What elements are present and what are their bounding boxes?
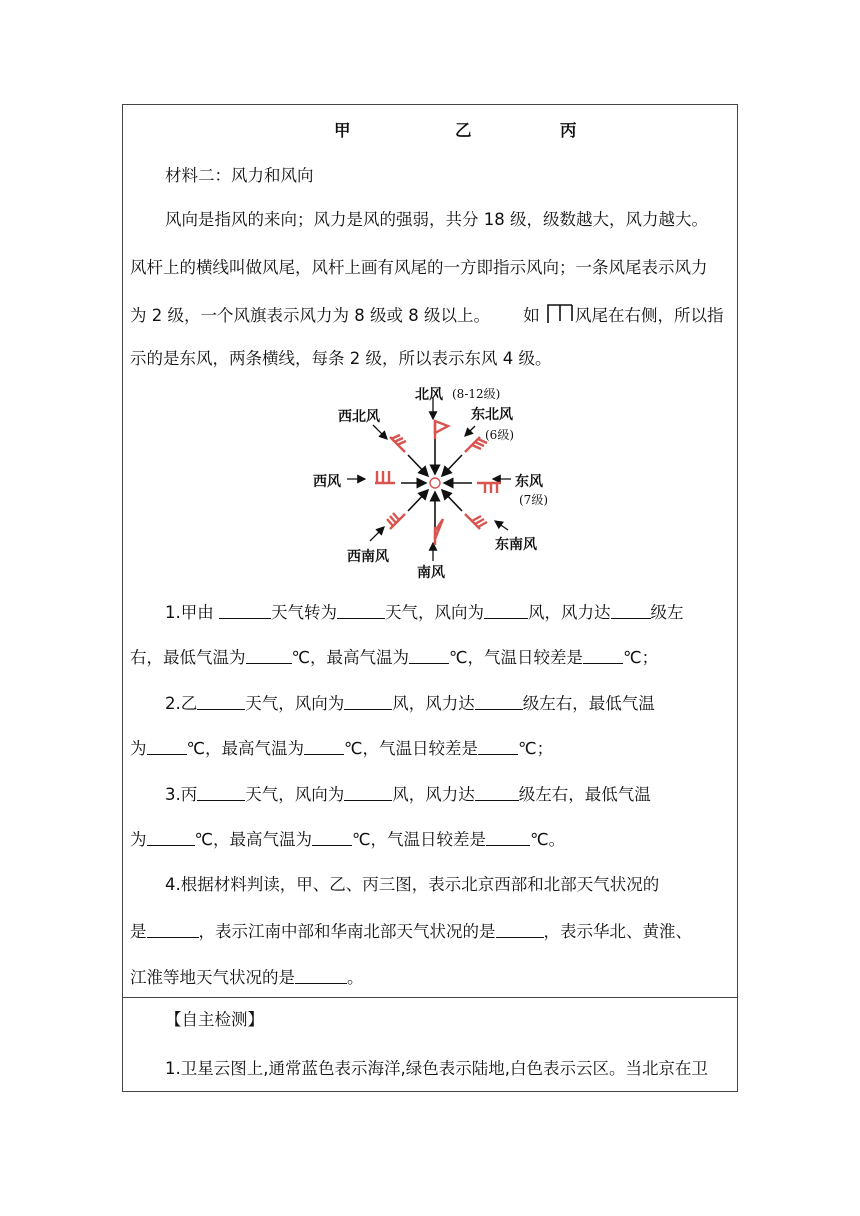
answer-blank[interactable] [197, 783, 245, 801]
answer-blank[interactable] [478, 737, 518, 755]
answer-blank[interactable] [344, 692, 392, 710]
answer-blank[interactable] [147, 828, 195, 846]
question-2-line-1: 2.乙 天气，风向为 风，风力达 级左右，最低气温 [165, 694, 655, 713]
answer-blank[interactable] [496, 920, 544, 938]
question-4-line-1: 4.根据材料判读，甲、乙、丙三图，表示北京西部和北部天气状况的 [165, 875, 660, 894]
question-2-line-2: 为 ℃，最高气温为 ℃，气温日较差是 ℃； [130, 739, 554, 758]
label-east-note: (7级) [519, 493, 548, 507]
label-north-note: (8-12级) [452, 387, 501, 401]
label-bing: 丙 [560, 121, 577, 140]
label-yi: 乙 [455, 121, 472, 140]
answer-blank[interactable] [337, 601, 385, 619]
station-circle [430, 478, 440, 488]
paragraph-line: 风向是指风的来向；风力是风的强弱，共分 18 级，级数越大，风力越大。 [165, 210, 708, 229]
answer-blank[interactable] [344, 783, 392, 801]
answer-blank[interactable] [219, 601, 271, 619]
label-southwest: 西南风 [347, 549, 389, 565]
label-north: 北风 [415, 387, 443, 403]
table-row-divider [122, 997, 738, 998]
paragraph-line: 示的是东风，两条横线，每条 2 级，所以表示东风 4 级。 [130, 349, 552, 368]
answer-blank[interactable] [312, 828, 352, 846]
label-west: 西风 [313, 474, 341, 490]
east-wind-example-symbol [545, 303, 575, 325]
label-south: 南风 [417, 565, 445, 581]
label-east: 东风 [515, 474, 543, 490]
label-southeast: 东南风 [495, 537, 537, 553]
answer-blank[interactable] [583, 646, 623, 664]
answer-blank[interactable] [147, 920, 199, 938]
label-jia: 甲 [334, 121, 351, 140]
northeast-arrow [442, 455, 462, 476]
question-4-line-3: 江淮等地天气状况的是 。 [130, 968, 364, 987]
self-check-title: 【自主检测】 [165, 1010, 264, 1029]
paragraph-text: 如 [523, 306, 540, 325]
answer-blank[interactable] [409, 646, 449, 664]
wind-direction-diagram [305, 383, 565, 583]
answer-blank[interactable] [475, 692, 523, 710]
label-northwest: 西北风 [338, 409, 380, 425]
southeast-arrow [442, 490, 462, 511]
paragraph-text: 风尾在右侧，所以指 [574, 306, 724, 325]
self-check-question-1: 1.卫星云图上,通常蓝色表示海洋,绿色表示陆地,白色表示云区。当北京在卫 [165, 1059, 708, 1078]
answer-blank[interactable] [246, 646, 292, 664]
answer-blank[interactable] [197, 692, 245, 710]
answer-blank[interactable] [486, 828, 530, 846]
southwest-arrow [408, 490, 428, 511]
answer-blank[interactable] [611, 601, 651, 619]
label-northeast: 东北风 [471, 407, 513, 423]
answer-blank[interactable] [147, 737, 187, 755]
label-northeast-note: (6级) [485, 428, 514, 442]
question-3-line-1: 3.丙 天气，风向为 风，风力达 级左右，最低气温 [165, 785, 651, 804]
answer-blank[interactable] [484, 601, 528, 619]
paragraph-text: 为 2 级，一个风旗表示风力为 8 级或 8 级以上。 [130, 306, 490, 325]
question-3-line-2: 为 ℃，最高气温为 ℃，气温日较差是 ℃。 [130, 830, 566, 849]
southwest-wind-symbol [390, 514, 405, 529]
answer-blank[interactable] [475, 783, 519, 801]
content-table [122, 104, 738, 1092]
question-4-line-2: 是 ，表示江南中部和华南北部天气状况的是 ，表示华北、黄淮、 [130, 922, 692, 941]
northwest-arrow [408, 455, 428, 476]
paragraph-line [130, 303, 723, 327]
question-1-line-2: 右，最低气温为 ℃，最高气温为 ℃，气温日较差是 ℃； [130, 648, 659, 667]
paragraph-line: 风杆上的横线叫做风尾，风杆上画有风尾的一方即指示风向；一条风尾表示风力 [130, 258, 708, 277]
question-1-line-1: 1.甲由 天气转为 天气，风向为 风，风力达 级左 [165, 603, 684, 622]
answer-blank[interactable] [295, 966, 347, 984]
answer-blank[interactable] [304, 737, 344, 755]
material-title: 材料二：风力和风向 [165, 166, 314, 185]
